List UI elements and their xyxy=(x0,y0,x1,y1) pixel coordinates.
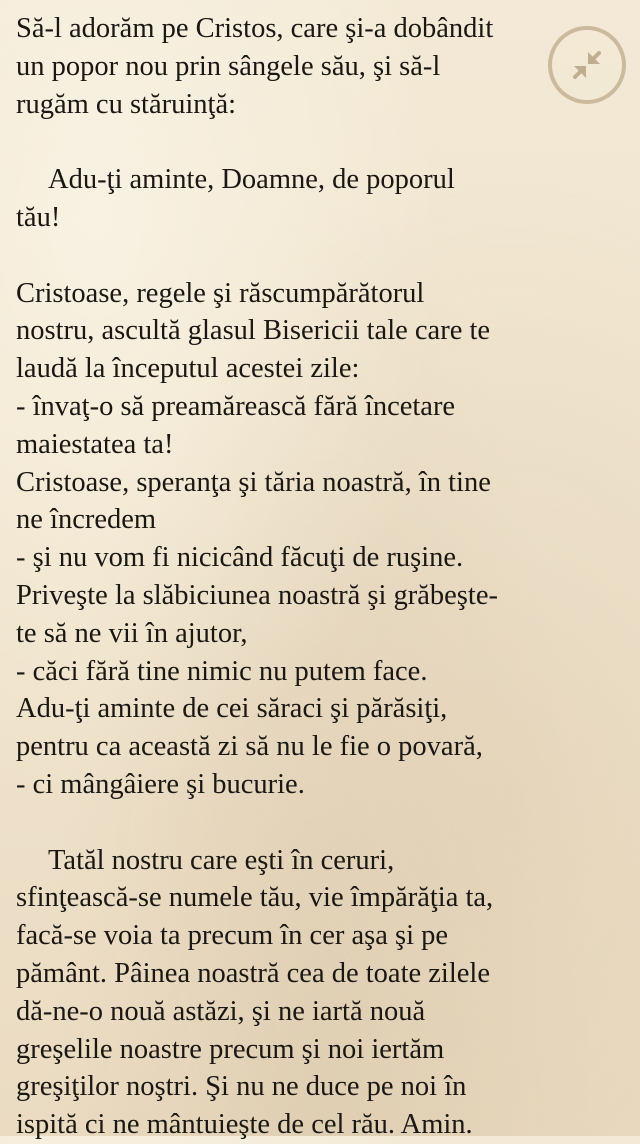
paragraph-spacer xyxy=(16,804,628,842)
intercessions-paragraph: Cristoase, regele şi răscumpărătorul nostru, ascultă glasul Bisericii tale care te laudă la începutul acestei zile: - învaţ-o să preamărească fără încetare maiestatea ta! Cristoase, speranţa şi tăria noastră, în tine ne încredem - şi nu vom fi nicicând făcuţi de ruşine. Priveşte la slăbiciunea noastră şi grăbeşte- te să ne vii în ajutor, - căci fără tine nimic nu putem face. Adu-ţi aminte de cei săraci şi părăsiţi, pentru ca această zi să nu le fie o povară, - ci mângâiere şi bucurie. xyxy=(16,277,498,800)
response-paragraph: Adu-ţi aminte, Doamne, de poporul tău! xyxy=(16,164,455,233)
collapse-fullscreen-button[interactable] xyxy=(548,26,626,104)
paragraph-spacer xyxy=(16,237,628,275)
intro-paragraph: Să-l adorăm pe Cristos, care şi-a dobândit un popor nou prin sângele său, şi să-l rugăm cu stăruinţă: xyxy=(16,13,494,120)
paragraph-spacer xyxy=(16,123,628,161)
reading-text xyxy=(16,10,628,1144)
collapse-arrows-icon xyxy=(564,42,610,88)
lords-prayer-paragraph: Tatăl nostru care eşti în ceruri, sfinţească-se numele tău, vie împărăţia ta, facă-se voia ta precum în cer aşa şi pe pământ. Pâinea noastră cea de toate zilele dă-ne-o nouă astăzi, şi ne iartă nouă greşelile noastre precum şi noi iertăm greşiţilor noştri. Şi nu ne duce pe noi în ispită ci ne mântuieşte de cel rău. Amin. xyxy=(16,844,494,1141)
